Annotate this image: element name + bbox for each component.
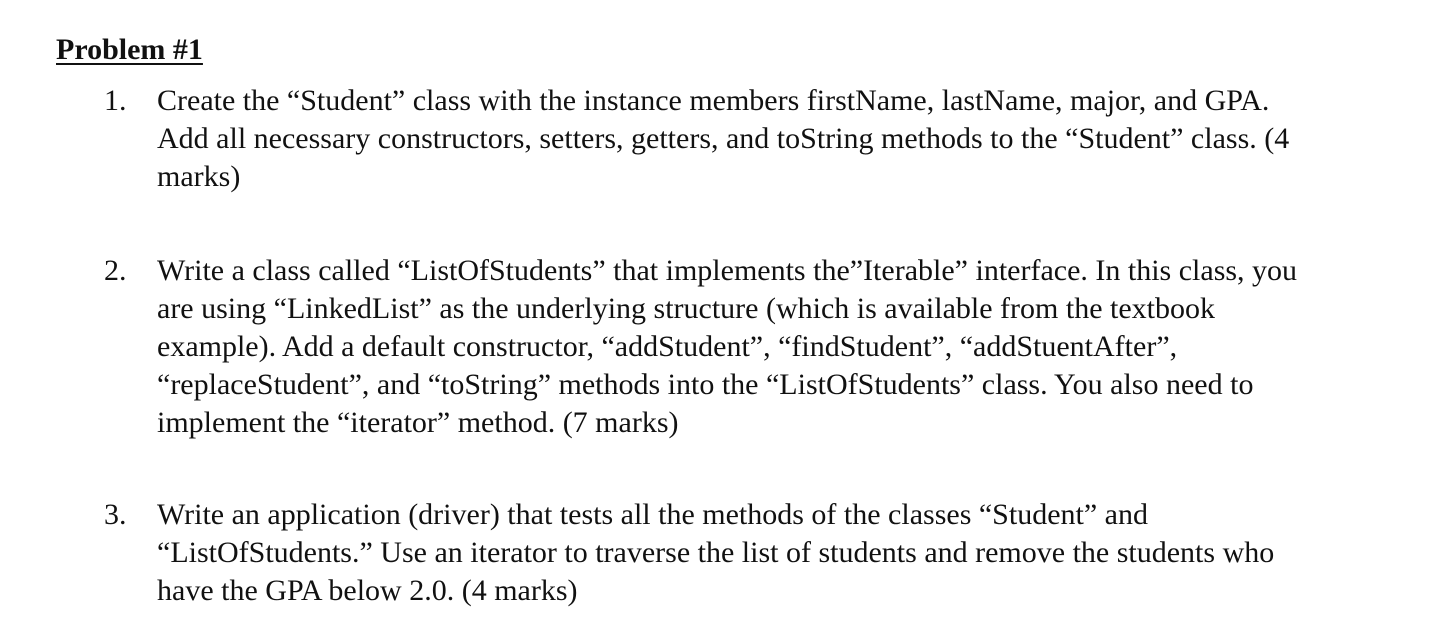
item-text: Create the “Student” class with the instance members firstName, lastName, major, and GPA. Add all necessary constructors, setters, getters, and toString methods to the “Student” class. (4 marks) [157,84,1290,193]
problem-list [0,82,1446,610]
list-item [0,252,1446,442]
item-number: 1. [104,84,127,117]
item-text: Write an application (driver) that tests all the methods of the classes “Student” and “ListOfStudents.” Use an iterator to traverse the list of students and remove the students who have the GPA below 2.0. (4 marks) [157,498,1275,607]
item-number: 2. [104,254,127,287]
item-text: Write a class called “ListOfStudents” that implements the”Iterable” interface. In this class, you are using “LinkedList” as the underlying structure (which is available from the textbook example). Add a default constructor, “addStudent”, “findStudent”, “addStuentAfter”, “replaceStudent”, and “toString” methods into the “ListOfStudents” class. You also need to implement the “iterator” method. (7 marks) [157,254,1298,439]
problem-title: Problem #1 [56,33,203,66]
list-item [0,496,1446,610]
list-item [0,82,1446,196]
item-number: 3. [104,498,127,531]
